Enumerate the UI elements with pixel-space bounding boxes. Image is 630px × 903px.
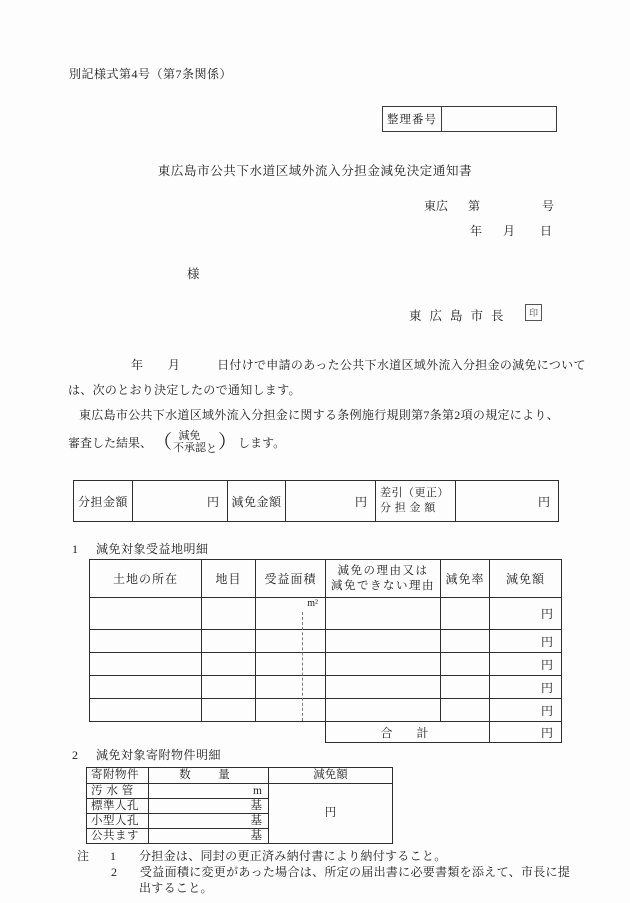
table-row	[90, 630, 562, 653]
empty-cell	[256, 699, 326, 722]
note2-number: 2	[111, 865, 118, 879]
header-reduction-amount: 減免額	[269, 768, 393, 784]
empty-cell	[441, 630, 490, 653]
contribution-amount-unit: 円	[133, 481, 228, 522]
quantity-unit: m	[149, 784, 269, 799]
empty-cell	[256, 676, 326, 699]
item-small-manhole: 小型人孔	[87, 814, 149, 829]
decision-sentence	[68, 429, 285, 455]
empty-cell	[441, 598, 490, 630]
close-paren: ）	[218, 431, 238, 453]
table-row	[90, 653, 562, 676]
empty-cell	[326, 598, 441, 630]
doc-number-dai: 第	[468, 199, 481, 213]
header-reason-line1: 減免の理由又は	[337, 564, 429, 577]
document-title: 東広島市公共下水道区域外流入分担金減免決定通知書	[157, 164, 473, 178]
empty-cell	[202, 699, 256, 722]
doc-number-prefix: 東広	[424, 199, 449, 213]
header-row	[90, 560, 562, 598]
form-reference: 別記様式第4号（第7条関係）	[69, 67, 233, 81]
header-row	[87, 768, 393, 784]
empty-cell	[202, 653, 256, 676]
total-amount-unit: 円	[490, 722, 562, 743]
corrected-amount-label-line2: 分 担 金 額	[380, 502, 436, 514]
row-amount-unit: 円	[490, 630, 562, 653]
reference-number-label: 整理番号	[383, 107, 442, 132]
empty-cell	[202, 598, 256, 630]
contribution-amount-label: 分担金額	[74, 481, 133, 522]
date-year-label: 年	[470, 224, 483, 238]
quantity-unit: 基	[149, 829, 269, 844]
section2-number: 2	[72, 748, 79, 762]
mayor-name: 東広島市長	[409, 309, 512, 323]
doc-number-go: 号	[542, 199, 555, 213]
corrected-amount-label	[376, 481, 456, 522]
row-amount-unit: 円	[490, 699, 562, 722]
table-row	[90, 676, 562, 699]
empty-cell	[90, 699, 202, 722]
empty-cell	[90, 598, 202, 630]
header-reason	[326, 560, 441, 598]
header-reduction-rate: 減免率	[441, 560, 490, 598]
empty-cell	[256, 630, 326, 653]
benefited-land-table	[89, 559, 562, 743]
empty-cell	[202, 630, 256, 653]
table-row	[74, 481, 559, 522]
row-amount-unit: 円	[490, 676, 562, 699]
body-paragraph1-line2: は、次のとおり決定したので通知します。	[68, 383, 301, 397]
empty-cell	[441, 699, 490, 722]
date-day-label: 日	[540, 224, 553, 238]
decision-prefix: 審査した結果、	[68, 435, 153, 450]
note-line2	[111, 863, 570, 880]
quantity-unit: 基	[149, 814, 269, 829]
section2-heading	[72, 746, 221, 763]
row-amount-unit: 円	[490, 653, 562, 676]
table-row	[87, 784, 393, 799]
reference-number-value	[442, 107, 557, 132]
row-amount-unit: 円	[490, 598, 562, 630]
body-paragraph1-line1: 年 月 日付けで申請のあった公共下水道区域外流入分担金の減免について	[131, 358, 586, 372]
reference-number-box	[382, 106, 557, 132]
donated-items-table	[86, 767, 393, 844]
note1-text: 分担金は、同封の更正済み納付書により納付すること。	[139, 849, 447, 863]
reduction-amount-label: 減免金額	[228, 481, 286, 522]
header-land-category: 地目	[202, 560, 256, 598]
empty-cell	[256, 653, 326, 676]
table-row	[90, 699, 562, 722]
note-line1	[77, 847, 447, 864]
option-rejection: 不承認	[173, 442, 207, 454]
seal-character: 印	[528, 308, 538, 318]
empty-cell	[326, 676, 441, 699]
open-paren: （	[153, 431, 173, 453]
section2-title: 減免対象寄附物件明細	[96, 748, 222, 762]
area-unit: m²	[256, 598, 326, 630]
header-benefited-area: 受益面積	[256, 560, 326, 598]
empty-cell	[326, 630, 441, 653]
amount-summary-table	[73, 480, 559, 522]
header-reason-line2: 減免できない理由	[331, 579, 435, 592]
table-row	[90, 598, 562, 630]
item-public-inlet: 公共ます	[87, 829, 149, 844]
quantity-unit: 基	[149, 799, 269, 814]
reduction-amount-unit: 円	[286, 481, 376, 522]
total-row	[90, 722, 562, 743]
empty-cell	[202, 676, 256, 699]
decimal-alignment-dotted-line	[302, 612, 303, 721]
note2-text-line1: 受益面積に変更があった場合は、所定の届出書に必要書類を添えて、市長に提	[140, 865, 571, 879]
item-sewer-pipe: 汚 水 管	[87, 784, 149, 799]
note-line3	[139, 879, 213, 896]
spacer-cell	[90, 722, 326, 743]
mayor-seal	[525, 304, 542, 321]
note2-text-line2: 出すること。	[139, 881, 213, 895]
benefited-land-table-wrap	[89, 559, 561, 743]
header-quantity: 数 量	[149, 768, 269, 784]
empty-cell	[326, 699, 441, 722]
addressee-honorific: 様	[187, 267, 200, 281]
note1-number: 1	[110, 849, 117, 863]
donation-amount-unit: 円	[269, 784, 393, 844]
section1-title: 減免対象受益地明細	[96, 542, 209, 556]
date-month-label: 月	[503, 224, 516, 238]
option-reduction: 減免	[178, 429, 201, 442]
empty-cell	[326, 653, 441, 676]
note-label: 注	[77, 849, 90, 863]
item-standard-manhole: 標準人孔	[87, 799, 149, 814]
empty-cell	[90, 630, 202, 653]
empty-cell	[90, 653, 202, 676]
decision-particle: と	[206, 443, 218, 455]
header-reduction-amount: 減免額	[490, 560, 562, 598]
header-donated-item: 寄附物件	[87, 768, 149, 784]
empty-cell	[441, 653, 490, 676]
section1-heading	[72, 540, 209, 557]
total-label: 合 計	[326, 722, 490, 743]
empty-cell	[441, 676, 490, 699]
corrected-amount-label-line1: 差引（更正）	[380, 487, 449, 499]
decision-suffix: します。	[238, 435, 286, 450]
corrected-amount-unit: 円	[456, 481, 559, 522]
decision-options	[173, 430, 206, 455]
section1-number: 1	[72, 542, 79, 556]
body-paragraph2: 東広島市公共下水道区域外流入分担金に関する条例施行規則第7条第2項の規定により、	[79, 408, 560, 422]
header-land-location: 土地の所在	[90, 560, 202, 598]
empty-cell	[90, 676, 202, 699]
